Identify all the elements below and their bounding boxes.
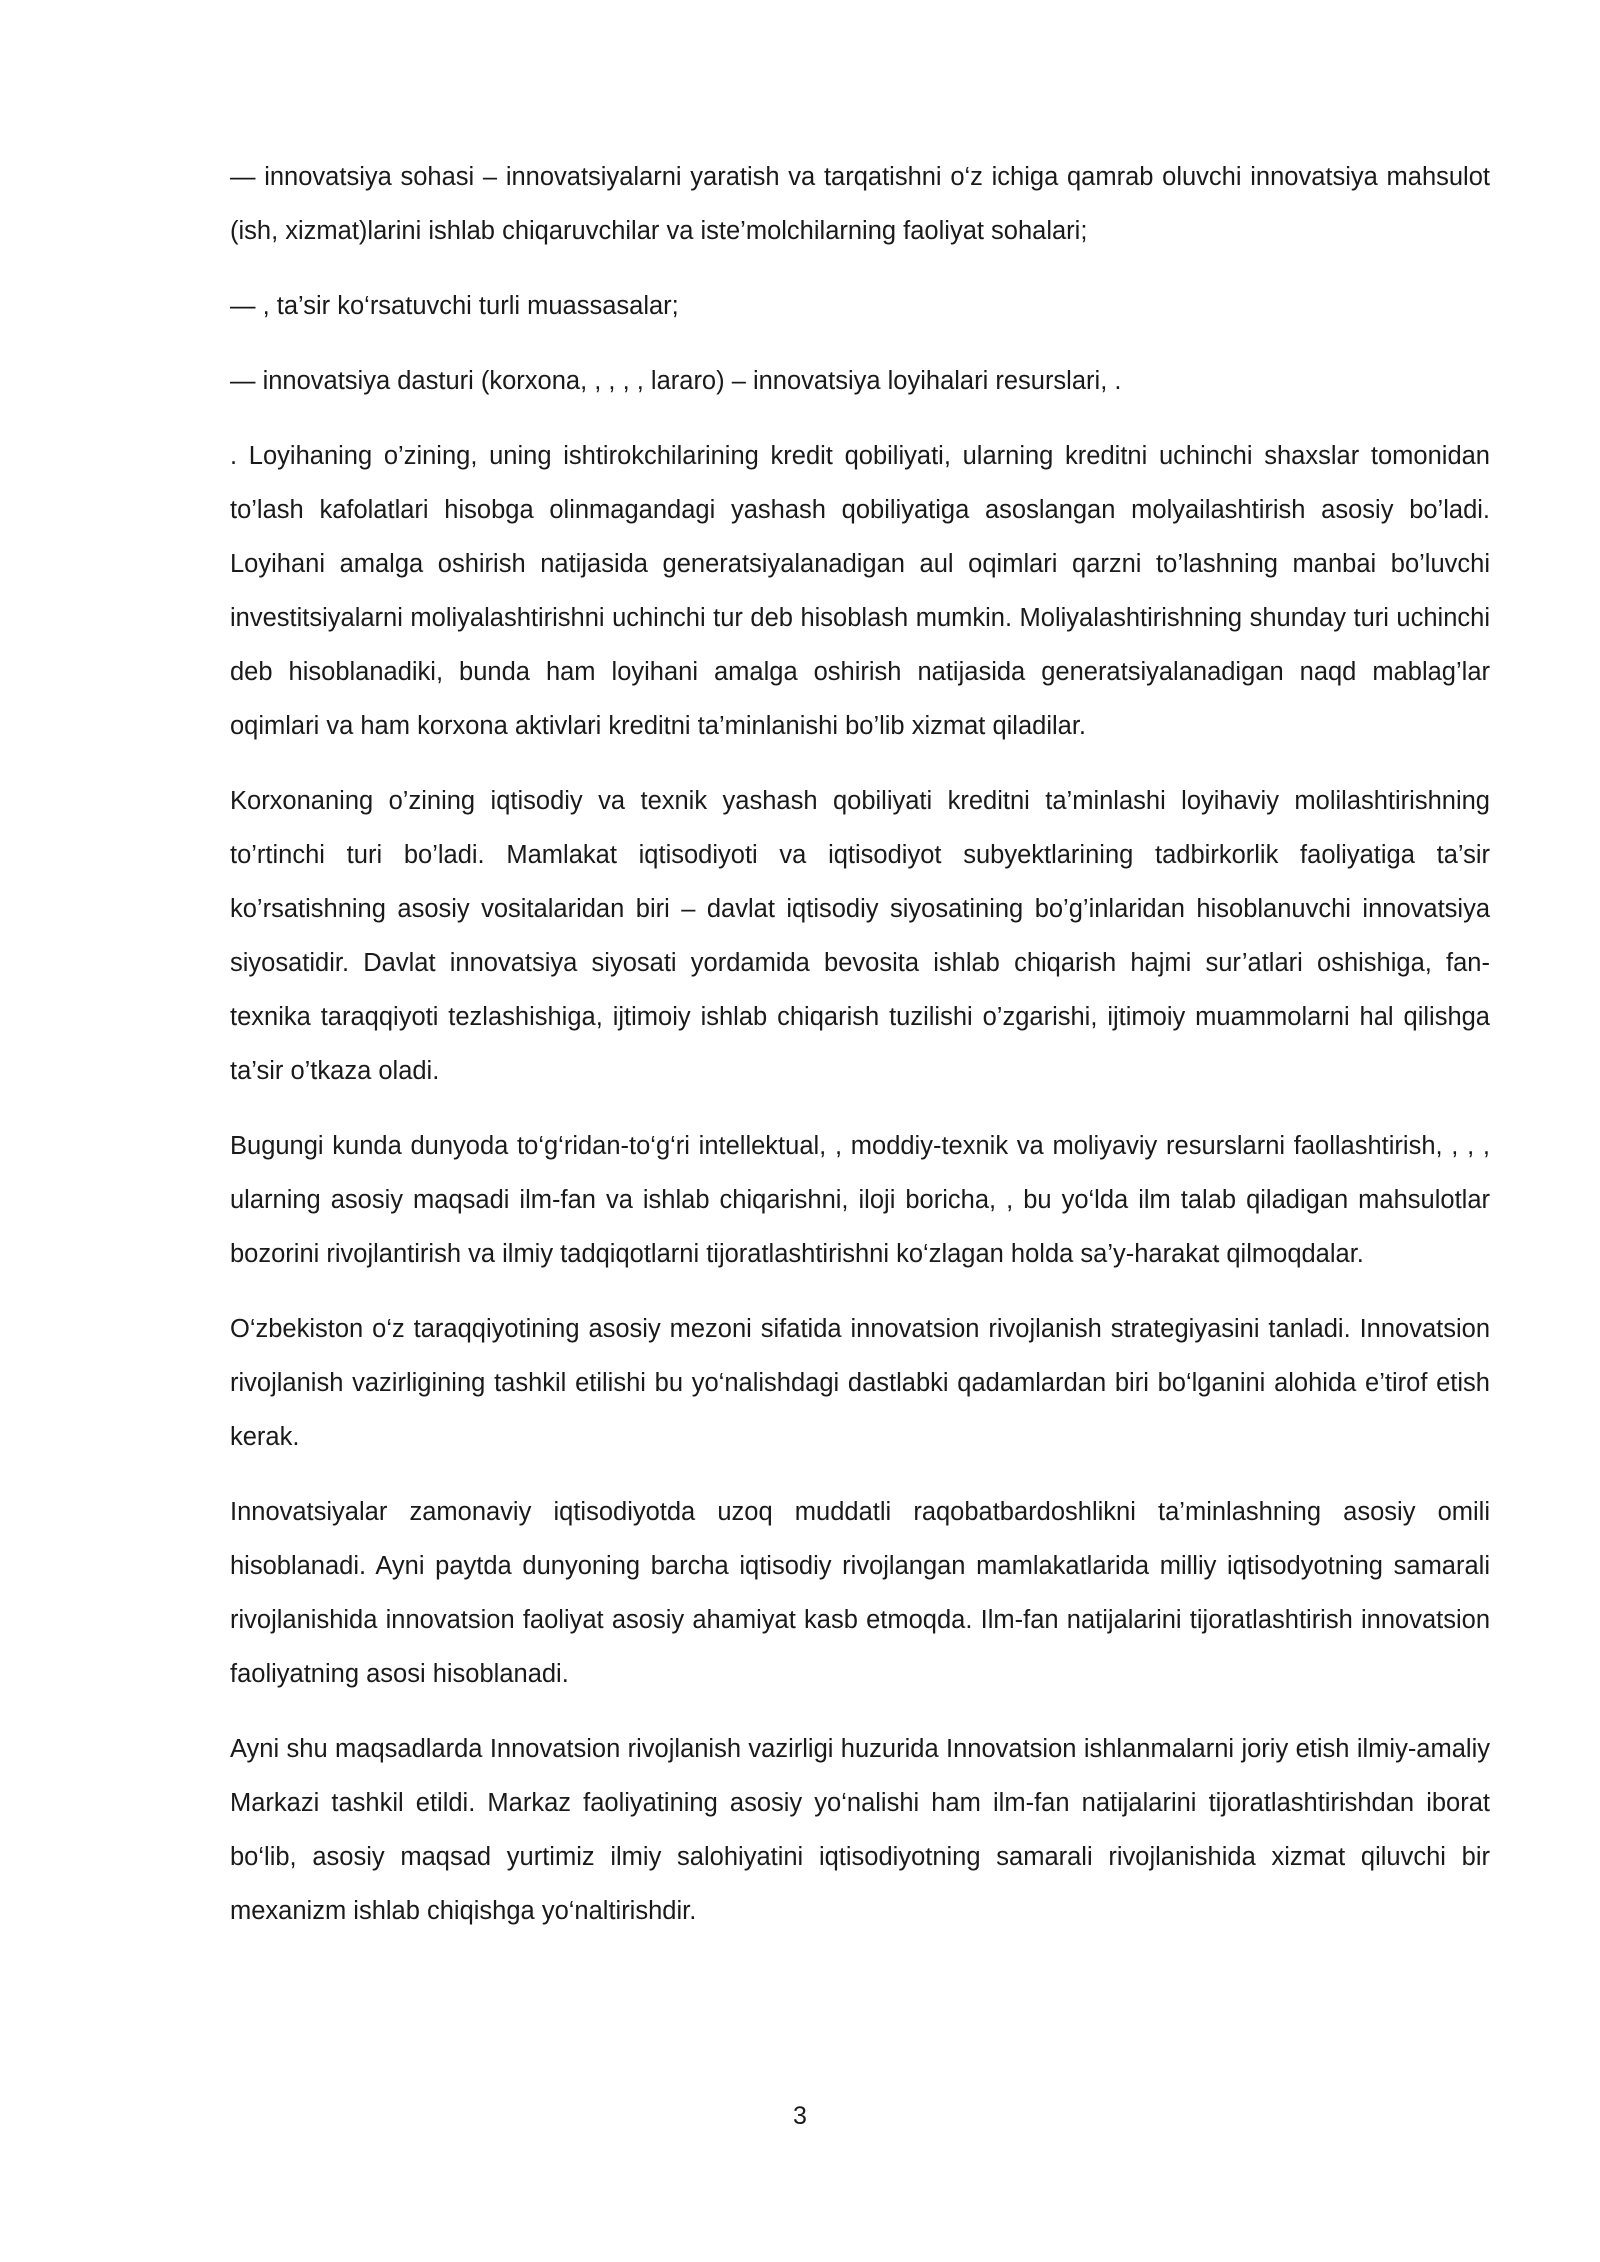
paragraph-6: Bugungi kunda dunyoda to‘g‘ridan-to‘g‘ri intellektual, , moddiy-texnik va moliyaviy resurslarni faollashtirish, , , , ularning asosiy maqsadi ilm-fan va ishlab chiqarishni, iloji boricha, , bu yo‘lda ilm talab qiladigan mahsulotlar bozorini rivojlantirish va ilmiy tadqiqotlarni tijoratlashtirishni ko‘zlagan holda sa’y-harakat qilmoqdalar. xyxy=(230,1132,1490,1268)
paragraph-7: O‘zbekiston o‘z taraqqiyotining asosiy mezoni sifatida innovatsion rivojlanish strategiyasini tanladi. Innovatsion rivojlanish vazirligining tashkil etilishi bu yo‘nalishdagi dastlabki qadamlardan biri bo‘lganini alohida e’tirof etish kerak. xyxy=(230,1315,1490,1451)
paragraph-2: — , ta’sir ko‘rsatuvchi turli muassasalar; xyxy=(230,292,679,320)
body-text xyxy=(230,150,1490,1959)
page-number: 3 xyxy=(793,2102,807,2130)
paragraph-5: Korxonaning o’zining iqtisodiy va texnik yashash qobiliyati kreditni ta’minlashi loyihaviy molilashtirishning to’rtinchi turi bo’ladi. Mamlakat iqtisodiyoti va iqtisodiyot subyektlarining tadbirkorlik faoliyatiga ta’sir ko’rsatishning asosiy vositalaridan biri – davlat iqtisodiy siyosatining bo’g’inlaridan hisoblanuvchi innovatsiya siyosatidir. Davlat innovatsiya siyosati yordamida bevosita ishlab chiqarish hajmi sur’atlari oshishiga, fan-texnika taraqqiyoti tezlashishiga, ijtimoiy ishlab chiqarish tuzilishi o’zgarishi, ijtimoiy muammolarni hal qilishga ta’sir o’tkaza oladi. xyxy=(230,787,1490,1085)
paragraph-9: Ayni shu maqsadlarda Innovatsion rivojlanish vazirligi huzurida Innovatsion ishlanmalarni joriy etish ilmiy-amaliy Markazi tashkil etildi. Markaz faoliyatining asosiy yo‘nalishi ham ilm-fan natijalarini tijoratlashtirishdan iborat bo‘lib, asosiy maqsad yurtimiz ilmiy salohiyatini iqtisodiyotning samarali rivojlanishida xizmat qiluvchi bir mexanizm ishlab chiqishga yo‘naltirishdir. xyxy=(230,1735,1490,1925)
paragraph-1: — innovatsiya sohasi – innovatsiyalarni yaratish va tarqatishni o‘z ichiga qamrab oluvchi innovatsiya mahsulot (ish, xizmat)larini ishlab chiqaruvchilar va iste’molchilarning faoliyat sohalari; xyxy=(230,163,1490,245)
paragraph-8: Innovatsiyalar zamonaviy iqtisodiyotda uzoq muddatli raqobatbardoshlikni ta’minlashning asosiy omili hisoblanadi. Ayni paytda dunyoning barcha iqtisodiy rivojlangan mamlakatlarida milliy iqtisodyotning samarali rivojlanishida innovatsion faoliyat asosiy ahamiyat kasb etmoqda. Ilm-fan natijalarini tijoratlashtirish innovatsion faoliyatning asosi hisoblanadi. xyxy=(230,1498,1490,1688)
paragraph-3: — innovatsiya dasturi (korxona, , , , , lararo) – innovatsiya loyihalari resurslari, . xyxy=(230,367,1122,395)
paragraph-4: . Loyihaning o’zining, uning ishtirokchilarining kredit qobiliyati, ularning kreditni uchinchi shaxslar tomonidan to’lash kafolatlari hisobga olinmagandagi yashash qobiliyatiga asoslangan molyailashtirish asosiy bo’ladi. Loyihani amalga oshirish natijasida generatsiyalanadigan aul oqimlari qarzni to’lashning manbai bo’luvchi investitsiyalarni moliyalashtirishni uchinchi tur deb hisoblash mumkin. Moliyalashtirishning shunday turi uchinchi deb hisoblanadiki, bunda ham loyihani amalga oshirish natijasida generatsiyalanadigan naqd mablag’lar oqimlari va ham korxona aktivlari kreditni ta’minlanishi bo’lib xizmat qiladilar. xyxy=(230,442,1490,740)
